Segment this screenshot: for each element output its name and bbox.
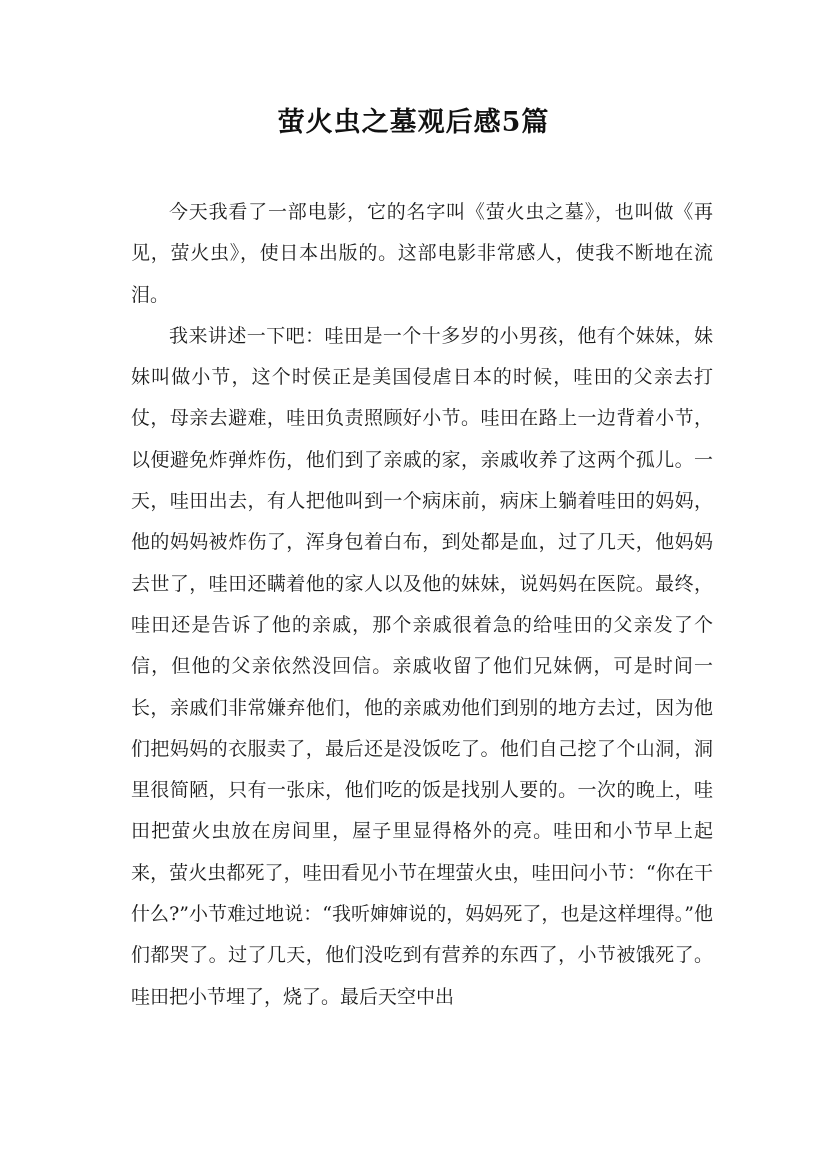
- document-body: [131, 192, 713, 1018]
- paragraph-2: 我来讲述一下吧：哇田是一个十多岁的小男孩，他有个妹妹，妹妹叫做小节，这个时侯正是美国侵虐日本的时候，哇田的父亲去打仗，母亲去避难，哇田负责照顾好小节。哇田在路上一边背着小节，以便避免炸弹炸伤，他们到了亲戚的家，亲戚收养了这两个孤儿。一天，哇田出去，有人把他叫到一个病床前，病床上躺着哇田的妈妈，他的妈妈被炸伤了，浑身包着白布，到处都是血，过了几天，他妈妈去世了，哇田还瞒着他的家人以及他的妹妹，说妈妈在医院。最终，哇田还是告诉了他的亲戚，那个亲戚很着急的给哇田的父亲发了个信，但他的父亲依然没回信。亲戚收留了他们兄妹俩，可是时间一长，亲戚们非常嫌弃他们，他的亲戚劝他们到别的地方去过，因为他们把妈妈的衣服卖了，最后还是没饭吃了。他们自己挖了个山洞，洞里很简陋，只有一张床，他们吃的饭是找别人要的。一次的晚上，哇田把萤火虫放在房间里，屋子里显得格外的亮。哇田和小节早上起来，萤火虫都死了，哇田看见小节在埋萤火虫，哇田问小节：“你在干什么?”小节难过地说：“我听婶婶说的，妈妈死了，也是这样埋得。”他们都哭了。过了几天，他们没吃到有营养的东西了，小节被饿死了。哇田把小节埋了，烧了。最后天空中出: [131, 324, 713, 1008]
- paragraph-1: 今天我看了一部电影，它的名字叫《萤火虫之墓》，也叫做《再见，萤火虫》，使日本出版的。这部电影非常感人，使我不断地在流泪。: [131, 201, 713, 306]
- document-title: 萤火虫之墓观后感5篇: [277, 107, 550, 138]
